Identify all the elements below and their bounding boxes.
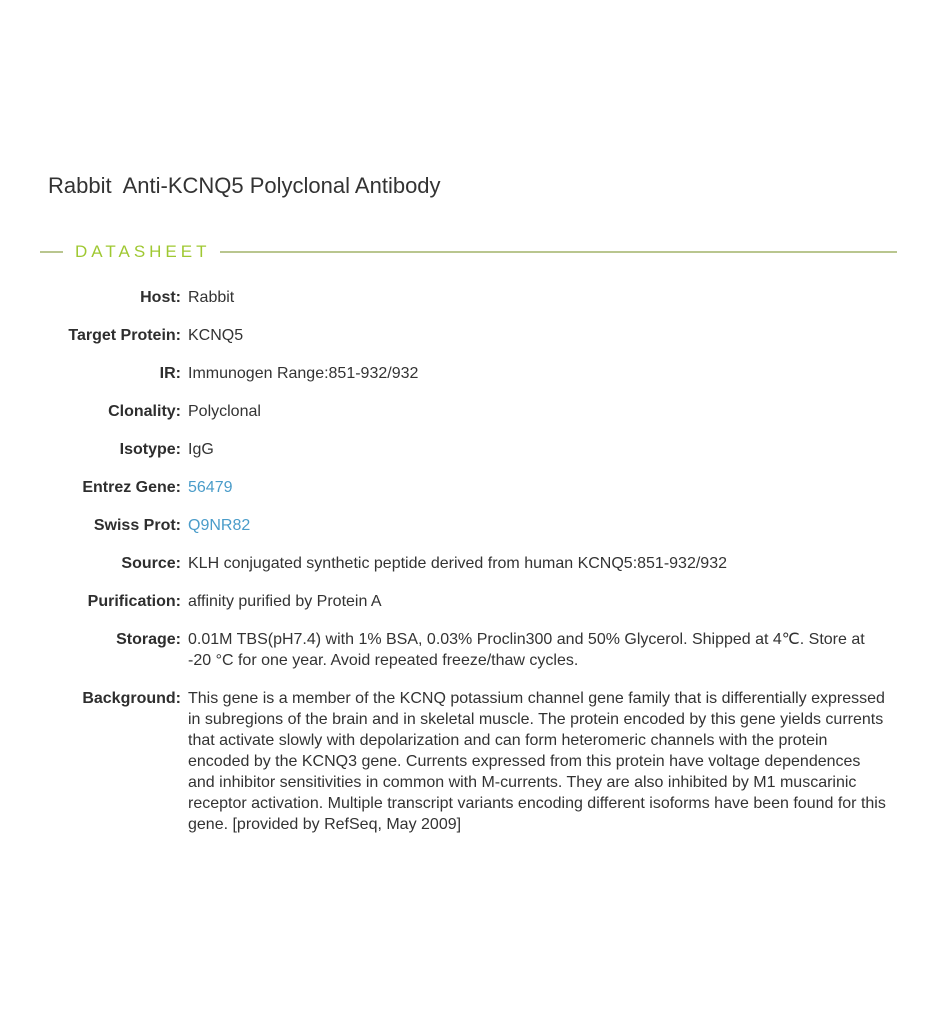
field-label: Clonality: bbox=[108, 403, 181, 420]
field-label: Host: bbox=[140, 289, 181, 306]
field-value: KCNQ5 bbox=[188, 327, 244, 344]
field-value: IgG bbox=[188, 441, 214, 458]
swiss-prot-link[interactable]: Q9NR82 bbox=[188, 517, 251, 534]
field-value: Polyclonal bbox=[188, 403, 261, 420]
field-row-storage bbox=[40, 629, 897, 671]
datasheet-section-header bbox=[40, 241, 897, 263]
field-label: IR: bbox=[159, 365, 181, 382]
field-row-host bbox=[40, 287, 897, 308]
field-row-purification bbox=[40, 591, 897, 612]
right-rule bbox=[220, 251, 898, 253]
field-label: Source: bbox=[121, 555, 181, 572]
field-label: Swiss Prot: bbox=[93, 517, 181, 534]
field-row-target-protein bbox=[40, 325, 897, 346]
fields-table bbox=[40, 287, 897, 835]
field-value: Rabbit bbox=[188, 289, 235, 306]
field-row-swiss-prot bbox=[40, 515, 897, 536]
field-label: Isotype: bbox=[119, 441, 181, 458]
field-value: 0.01M TBS(pH7.4) with 1% BSA, 0.03% Proclin300 and 50% Glycerol. Shipped at 4℃. Store at -20 °C for one year. Avoid repeated freeze/thaw cycles. bbox=[188, 631, 865, 669]
field-value: affinity purified by Protein A bbox=[188, 593, 382, 610]
field-value: Immunogen Range:851-932/932 bbox=[188, 365, 419, 382]
field-row-isotype bbox=[40, 439, 897, 460]
page-title: Rabbit Anti-KCNQ5 Polyclonal Antibody bbox=[48, 173, 441, 198]
field-row-ir bbox=[40, 363, 897, 384]
field-row-source bbox=[40, 553, 897, 574]
field-value: This gene is a member of the KCNQ potassium channel gene family that is differentially expressed in subregions of the brain and in skeletal muscle. The protein encoded by this gene yields currents that activate slowly with depolarization and can form heteromeric channels with the protein encoded by the KCNQ3 gene. Currents expressed from this protein have voltage dependences and inhibitor sensitivities in common with M-currents. They are also inhibited by M1 muscarinic receptor activation. Multiple transcript variants encoding different isoforms have been found for this gene. [provided by RefSeq, May 2009] bbox=[188, 690, 886, 833]
field-label: Target Protein: bbox=[68, 327, 181, 344]
field-label: Entrez Gene: bbox=[82, 479, 181, 496]
field-row-entrez-gene bbox=[40, 477, 897, 498]
section-heading: DATASHEET bbox=[75, 242, 211, 261]
field-row-clonality bbox=[40, 401, 897, 422]
field-label: Purification: bbox=[87, 593, 181, 610]
field-label: Background: bbox=[82, 690, 181, 707]
field-label: Storage: bbox=[116, 631, 181, 648]
field-value: KLH conjugated synthetic peptide derived from human KCNQ5:851-932/932 bbox=[188, 555, 727, 572]
entrez-gene-link[interactable]: 56479 bbox=[188, 479, 233, 496]
left-rule bbox=[40, 251, 63, 253]
field-row-background bbox=[40, 688, 897, 835]
